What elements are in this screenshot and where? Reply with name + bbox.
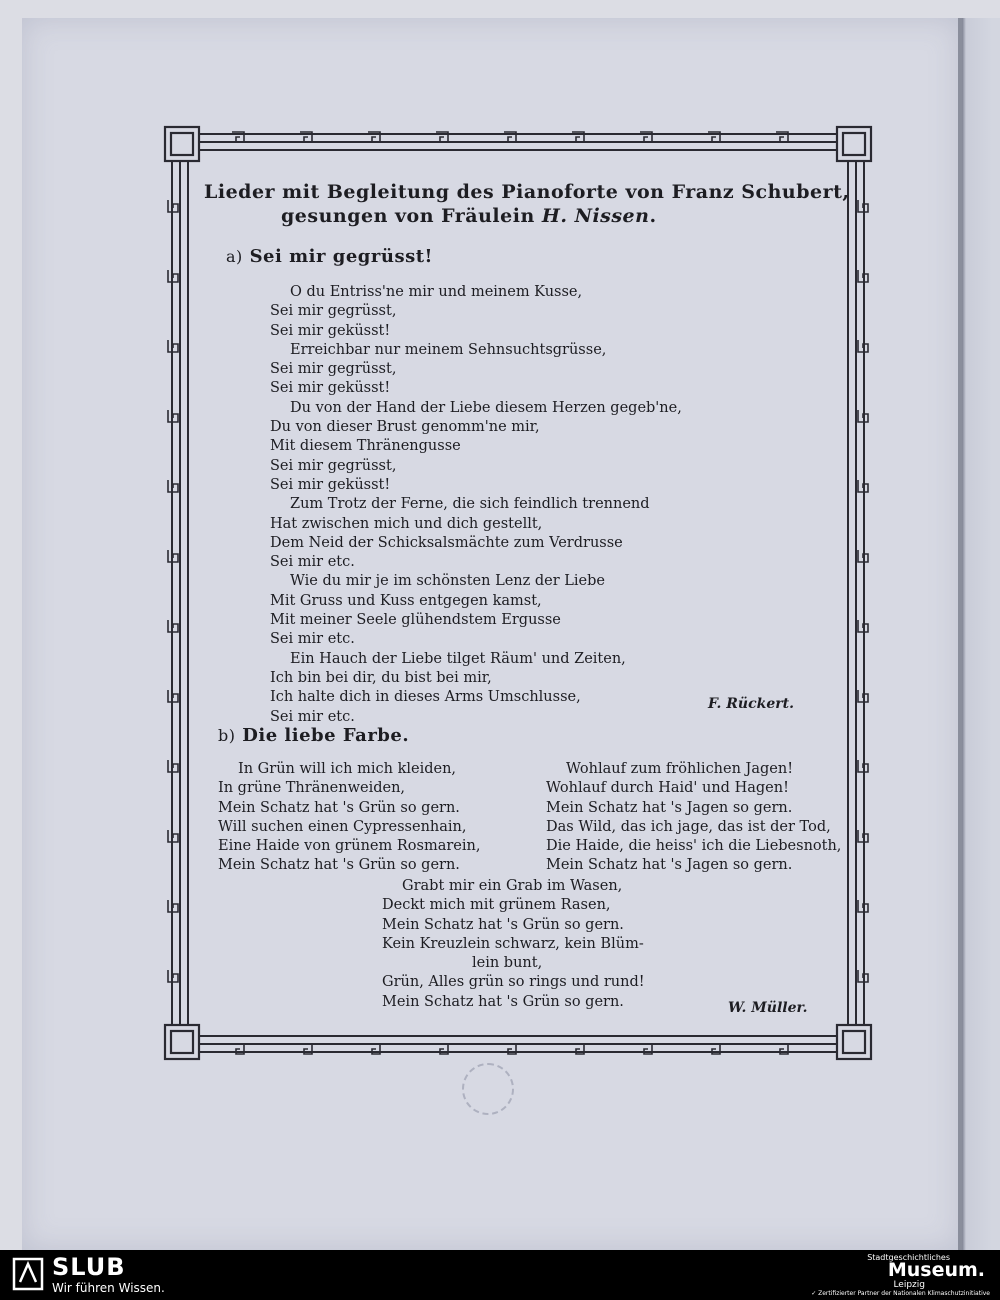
library-stamp [462, 1063, 514, 1115]
verse-line: Mein Schatz hat 's Grün so gern. [218, 857, 460, 874]
verse-line: Mit meiner Seele glühendstem Ergusse [270, 612, 561, 629]
song-b-heading: b) Die liebe Farbe. [218, 725, 410, 746]
partner-logo[interactable]: Museum. [887, 1259, 985, 1281]
song-a-heading: a) Sei mir gegrüsst! [226, 246, 433, 267]
title-line-1: Lieder mit Begleitung des Pianoforte von Franz Schubert, [204, 181, 850, 203]
song-b-column-center [382, 877, 645, 1012]
verse-line: Sei mir gegrüsst, [270, 303, 397, 320]
partner-kicker: Stadtgeschichtliches [867, 1253, 950, 1262]
verse-line: Dem Neid der Schicksalsmächte zum Verdrusse [270, 534, 623, 551]
verse-line: Mit diesem Thränengusse [270, 438, 461, 455]
verse-line: O du Entriss'ne mir und meinem Kusse, [290, 284, 583, 300]
song-a-text [270, 283, 682, 727]
verse-line: Wie du mir je im schönsten Lenz der Liebe [290, 573, 605, 590]
verse-line: Mit Gruss und Kuss entgegen kamst, [270, 592, 542, 609]
verse-line: Mein Schatz hat 's Jagen so gern. [546, 799, 793, 816]
verse-line: Wohlauf durch Haid' und Hagen! [546, 780, 789, 797]
verse-line: Zum Trotz der Ferne, die sich feindlich trennend [290, 496, 650, 513]
verse-line: Kein Kreuzlein schwarz, kein Blüm- [382, 935, 644, 952]
song-a-author: F. Rückert. [708, 696, 794, 712]
song-b-author: W. Müller. [728, 1000, 808, 1016]
verse-line: Du von der Hand der Liebe diesem Herzen gegeb'ne, [290, 399, 682, 416]
verse-line: Hat zwischen mich und dich gestellt, [270, 515, 543, 532]
verse-line: Mein Schatz hat 's Jagen so gern. [546, 857, 793, 874]
verse-line: Mein Schatz hat 's Grün so gern. [382, 916, 624, 933]
verse-line: Ein Hauch der Liebe tilget Räum' und Zeiten, [290, 650, 626, 667]
verse-line: Will suchen einen Cypressenhain, [218, 818, 467, 835]
verse-line: Sei mir etc. [270, 631, 355, 648]
slub-brand[interactable]: SLUB [52, 1253, 126, 1281]
slub-logo-icon[interactable] [10, 1256, 46, 1292]
verse-line: Ich halte dich in dieses Arms Umschlusse, [270, 689, 581, 706]
verse-line: Grabt mir ein Grab im Wasen, [402, 878, 623, 894]
partner-city: Leipzig [893, 1280, 925, 1290]
verse-line: Sei mir gegrüsst, [270, 361, 397, 378]
title-line-2: gesungen von Fräulein H. Nissen. [281, 205, 657, 227]
verse-line: Ich bin bei dir, du bist bei mir, [270, 669, 492, 686]
verse-line: Sei mir geküsst! [270, 380, 391, 397]
verse-line: lein bunt, [472, 955, 543, 972]
verse-line: In Grün will ich mich kleiden, [238, 761, 457, 777]
viewer-footer [0, 1250, 1000, 1300]
verse-line: Sei mir etc. [270, 554, 355, 571]
verse-line: Die Haide, die heiss' ich die Liebesnoth, [546, 838, 842, 855]
verse-line: Sei mir etc. [270, 708, 355, 725]
verse-line: Mein Schatz hat 's Grün so gern. [382, 993, 624, 1010]
verse-line: Grün, Alles grün so rings und rund! [382, 974, 645, 991]
verse-line: Sei mir gegrüsst, [270, 457, 397, 474]
verse-line: Sei mir geküsst! [270, 322, 391, 339]
verse-line: Du von dieser Brust genomm'ne mir, [270, 419, 540, 436]
slub-slogan: Wir führen Wissen. [52, 1281, 165, 1295]
verse-line: Sei mir geküsst! [270, 476, 391, 493]
song-b-column-right [546, 760, 841, 876]
verse-line: Erreichbar nur meinem Sehnsuchtsgrüsse, [290, 341, 607, 358]
page-title [204, 180, 850, 228]
verse-line: In grüne Thränenweiden, [218, 780, 406, 797]
verse-line: Eine Haide von grünem Rosmarein, [218, 838, 481, 855]
verse-line: Das Wild, das ich jage, das ist der Tod, [546, 818, 831, 835]
verse-line: Wohlauf zum fröhlichen Jagen! [566, 761, 794, 777]
partner-note: ✓ Zertifizierter Partner der Nationalen Klimaschutzinitiative [811, 1290, 990, 1297]
verse-line: Mein Schatz hat 's Grün so gern. [218, 799, 460, 816]
song-b-column-left [218, 760, 480, 876]
singer-name: H. Nissen [541, 205, 650, 227]
verse-line: Deckt mich mit grünem Rasen, [382, 897, 611, 914]
